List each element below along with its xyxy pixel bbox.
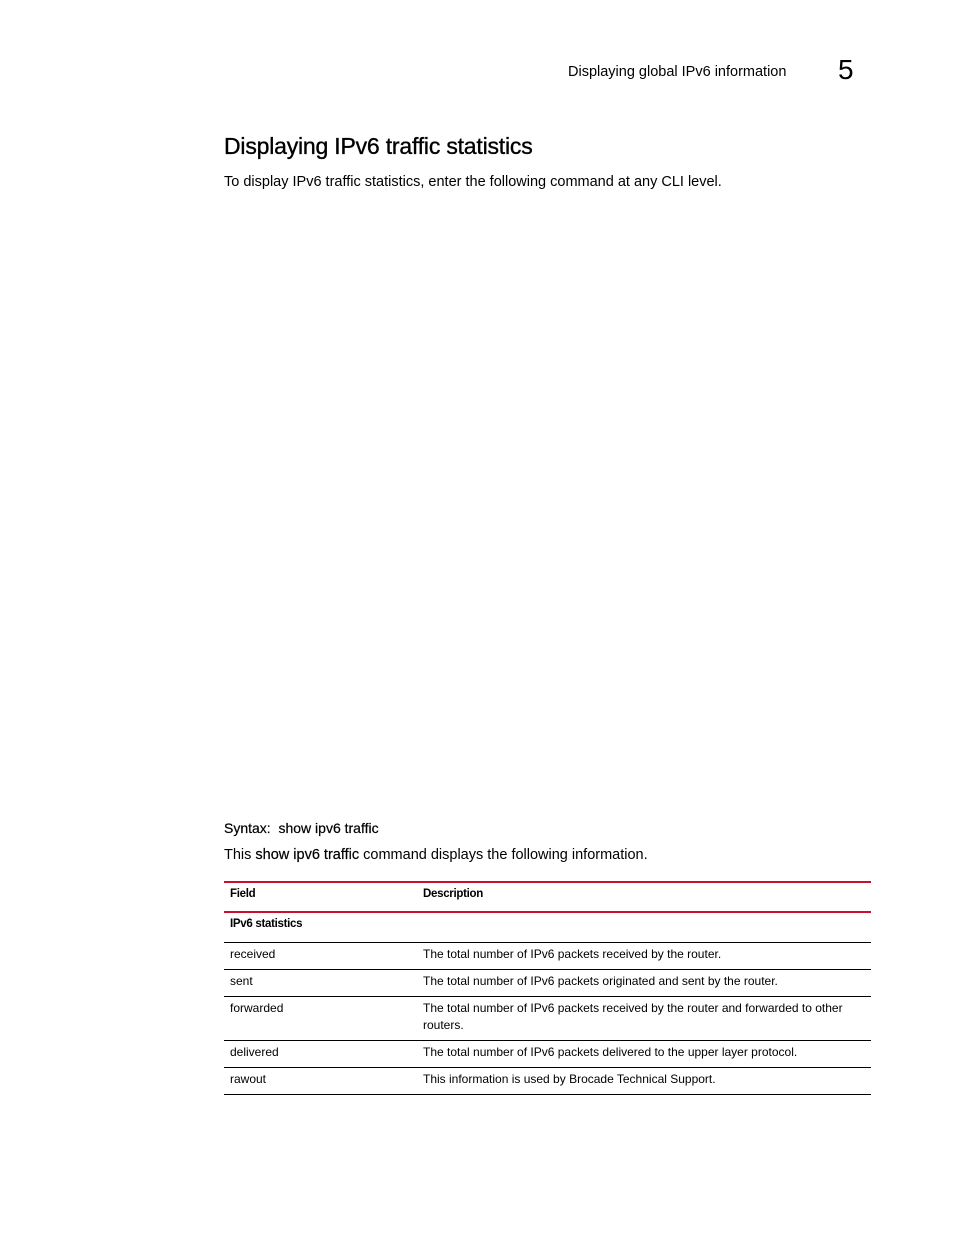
table-row	[224, 943, 871, 970]
command-description	[224, 847, 648, 863]
section-title: Displaying IPv6 traffic statistics	[224, 133, 533, 159]
description-prefix: This	[224, 847, 256, 863]
row-description: The total number of IPv6 packets delivered to the upper layer protocol.	[417, 1041, 871, 1068]
row-description: The total number of IPv6 packets received by the router and forwarded to other routers.	[417, 997, 871, 1041]
row-description: The total number of IPv6 packets received by the router.	[417, 943, 871, 970]
group-label: IPv6 statistics	[224, 912, 417, 943]
syntax-label: Syntax:	[224, 820, 271, 836]
running-header: Displaying global IPv6 information	[568, 64, 787, 80]
row-description: This information is used by Brocade Technical Support.	[417, 1068, 871, 1095]
group-empty-cell	[417, 912, 871, 943]
row-description: The total number of IPv6 packets originated and sent by the router.	[417, 970, 871, 997]
table-row	[224, 970, 871, 997]
syntax-command: show ipv6 traffic	[278, 820, 379, 836]
row-field: delivered	[224, 1041, 417, 1068]
field-description-table	[224, 881, 871, 1095]
table-row	[224, 1041, 871, 1068]
chapter-number: 5	[838, 54, 854, 85]
table-row	[224, 1068, 871, 1095]
syntax-line	[224, 820, 379, 836]
row-field: rawout	[224, 1068, 417, 1095]
header-description: Description	[417, 882, 871, 912]
row-field: received	[224, 943, 417, 970]
row-field: forwarded	[224, 997, 417, 1041]
description-suffix: command displays the following information.	[359, 847, 648, 863]
row-field: sent	[224, 970, 417, 997]
header-field: Field	[224, 882, 417, 912]
table-header-row	[224, 882, 871, 912]
table-row	[224, 997, 871, 1041]
intro-paragraph: To display IPv6 traffic statistics, enter the following command at any CLI level.	[224, 174, 722, 190]
description-command: show ipv6 traffic	[255, 847, 360, 863]
table-group-row	[224, 912, 871, 943]
